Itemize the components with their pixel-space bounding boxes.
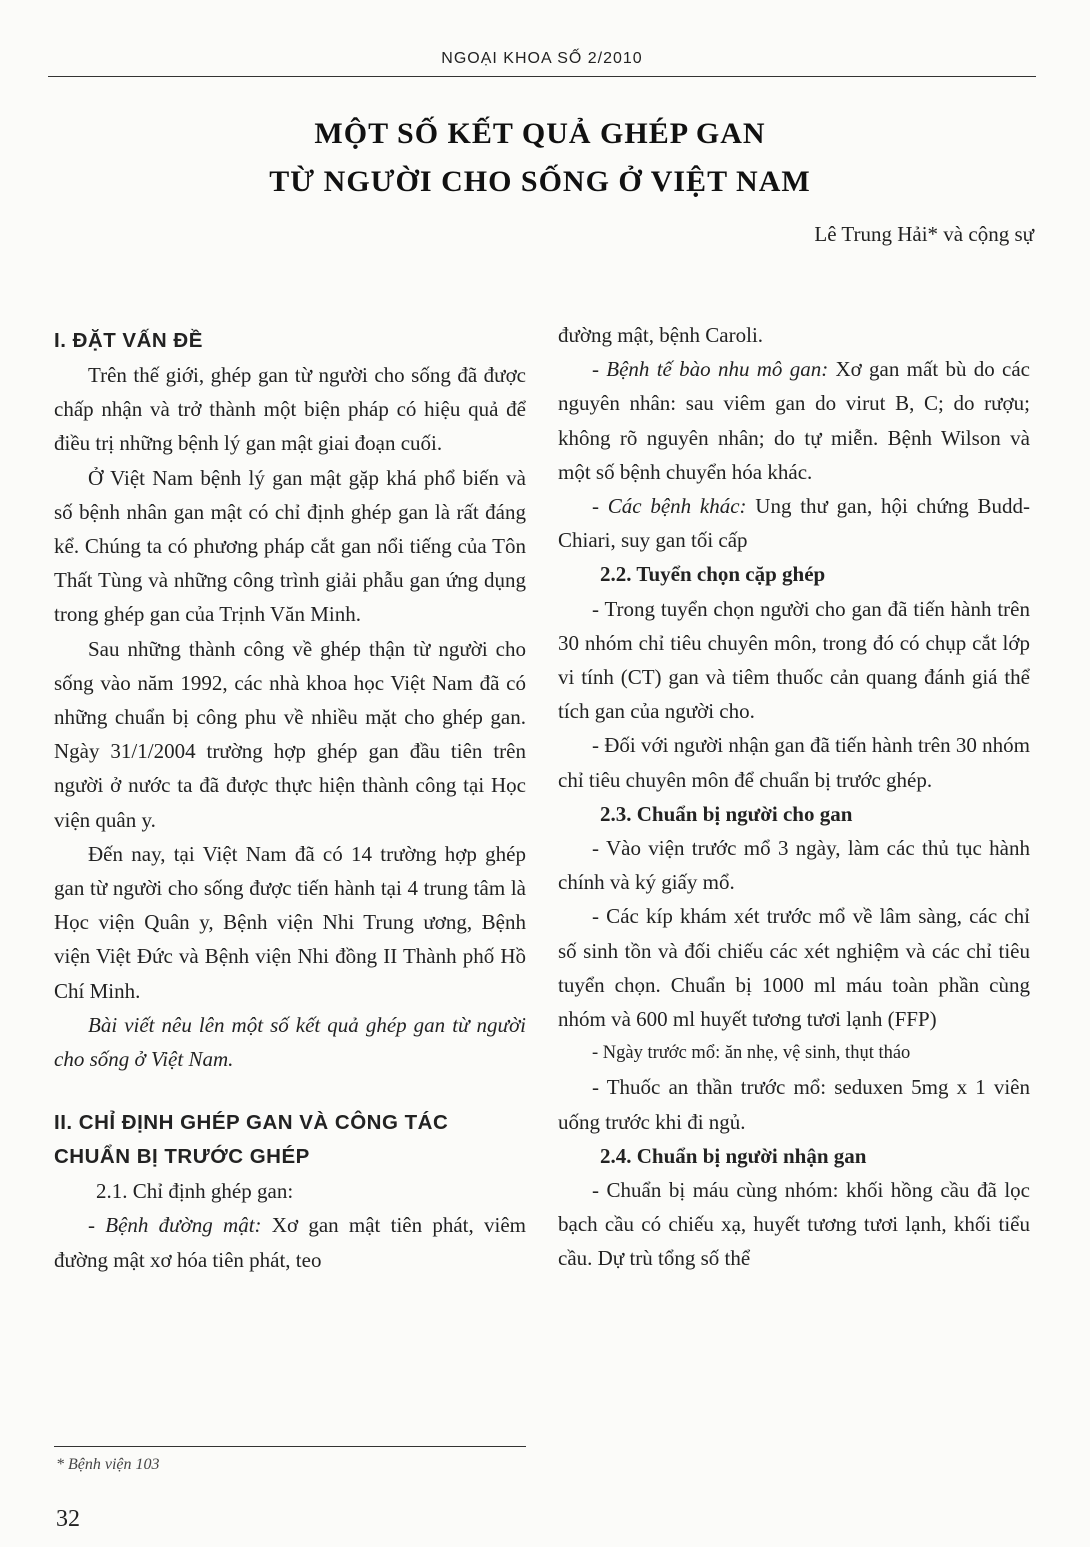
paragraph: Sau những thành công về ghép thận từ người cho sống vào năm 1992, các nhà khoa học Việt Nam đã có những chuẩn bị công phu về nhiều mặt cho ghép gan. Ngày 31/1/2004 trường hợp ghép gan đầu tiên trên người ở nước ta đã được thực hiện thành công tại Học viện quân y. — [54, 636, 526, 832]
paragraph-italic: Bài viết nêu lên một số kết quả ghép gan từ người cho sống ở Việt Nam. — [54, 1012, 526, 1072]
item-label: - Bệnh đường mật: — [88, 1213, 262, 1238]
section-heading-2: II. CHỈ ĐỊNH GHÉP GAN VÀ CÔNG TÁC CHUẨN BỊ TRƯỚC GHÉP — [54, 1111, 449, 1169]
footnote-rule — [54, 1446, 526, 1447]
paragraph: - Trong tuyển chọn người cho gan đã tiến hành trên 30 nhóm chỉ tiêu chuyên môn, trong đó có chụp cắt lớp vi tính (CT) gan và tiêm thuốc cản quang đánh giá thể tích gan của người cho. — [558, 596, 1030, 724]
item-text: Xơ gan mất bù do các nguyên nhân: sau viêm gan do virut B, C; do rượu; không rõ nguyên nhân; do tự miễn. Bệnh Wilson và một số bệnh chuyển hóa khác. — [558, 357, 1030, 484]
paragraph: đường mật, bệnh Caroli. — [558, 323, 764, 347]
subheading-2-4: 2.4. Chuẩn bị người nhận gan — [600, 1143, 867, 1168]
paragraph: - Chuẩn bị máu cùng nhóm: khối hồng cầu đã lọc bạch cầu có chiếu xạ, huyết tương tươi lạnh, khối tiểu cầu. Dự trù tổng số thể — [558, 1178, 1030, 1271]
journal-header: NGOẠI KHOA SỐ 2/2010 — [441, 50, 643, 67]
paragraph: - Các kíp khám xét trước mổ về lâm sàng, các chỉ số sinh tồn và đối chiếu các xét nghiệm và các chỉ tiêu tuyển chọn. Chuẩn bị 1000 ml máu toàn phần cùng nhóm và 600 ml huyết tương tươi lạnh (FFP) — [558, 904, 1030, 1032]
title-line-2: TỪ NGƯỜI CHO SỐNG Ở VIỆT NAM — [269, 165, 811, 198]
item-label: - Bệnh tế bào nhu mô gan: — [592, 357, 829, 382]
item-label: - Các bệnh khác: — [592, 494, 747, 519]
item-text: Xơ gan mật tiên phát, viêm đường mật xơ hóa tiên phát, teo — [54, 1213, 527, 1272]
paragraph: - Thuốc an thần trước mổ: seduxen 5mg x 1 viên uống trước khi đi ngủ. — [558, 1075, 1030, 1134]
article-title — [90, 110, 990, 206]
paragraph — [558, 352, 1030, 489]
page-number: 32 — [56, 1506, 80, 1532]
subheading-2-2: 2.2. Tuyển chọn cặp ghép — [600, 562, 826, 587]
paragraph: Trên thế giới, ghép gan từ người cho sống đã được chấp nhận và trở thành một biện pháp có hiệu quả để điều trị những bệnh lý gan mật giai đoạn cuối. — [54, 363, 526, 456]
left-column — [54, 318, 526, 1277]
footnote: * Bệnh viện 103 — [56, 1456, 160, 1473]
paragraph: - Ngày trước mổ: ăn nhẹ, vệ sinh, thụt tháo — [592, 1043, 911, 1064]
paragraph: - Đối với người nhận gan đã tiến hành trên 30 nhóm chỉ tiêu chuyên môn để chuẩn bị trước ghép. — [558, 733, 1030, 792]
subheading-2-1: 2.1. Chỉ định ghép gan: — [96, 1179, 294, 1204]
paragraph — [558, 489, 1030, 557]
author-line: Lê Trung Hải* và cộng sự — [814, 222, 1034, 246]
paragraph — [54, 1208, 526, 1276]
paragraph: Ở Việt Nam bệnh lý gan mật gặp khá phổ biến và số bệnh nhân gan mật có chỉ định ghép gan là rất đáng kể. Chúng ta có phương pháp cắt gan nổi tiếng của Tôn Thất Tùng và những công trình giải phẫu gan ứng dụng trong ghép gan của Trịnh Văn Minh. — [54, 465, 526, 627]
paragraph: Đến nay, tại Việt Nam đã có 14 trường hợp ghép gan từ người cho sống được tiến hành tại 4 trung tâm là Học viện Quân y, Bệnh viện Nhi Trung ương, Bệnh viện Việt Đức và Bệnh viện Nhi đồng II Thành phố Hồ Chí Minh. — [54, 841, 526, 1003]
item-text: Ung thư gan, hội chứng Budd-Chiari, suy gan tối cấp — [558, 494, 1031, 553]
subheading-2-3: 2.3. Chuẩn bị người cho gan — [600, 801, 853, 826]
header-rule — [48, 76, 1036, 77]
right-column — [558, 318, 1030, 1276]
section-heading-1: I. ĐẶT VẤN ĐỀ — [54, 329, 203, 352]
title-line-1: MỘT SỐ KẾT QUẢ GHÉP GAN — [314, 117, 766, 150]
paragraph: - Vào viện trước mổ 3 ngày, làm các thủ tục hành chính và ký giấy mổ. — [558, 836, 1030, 895]
